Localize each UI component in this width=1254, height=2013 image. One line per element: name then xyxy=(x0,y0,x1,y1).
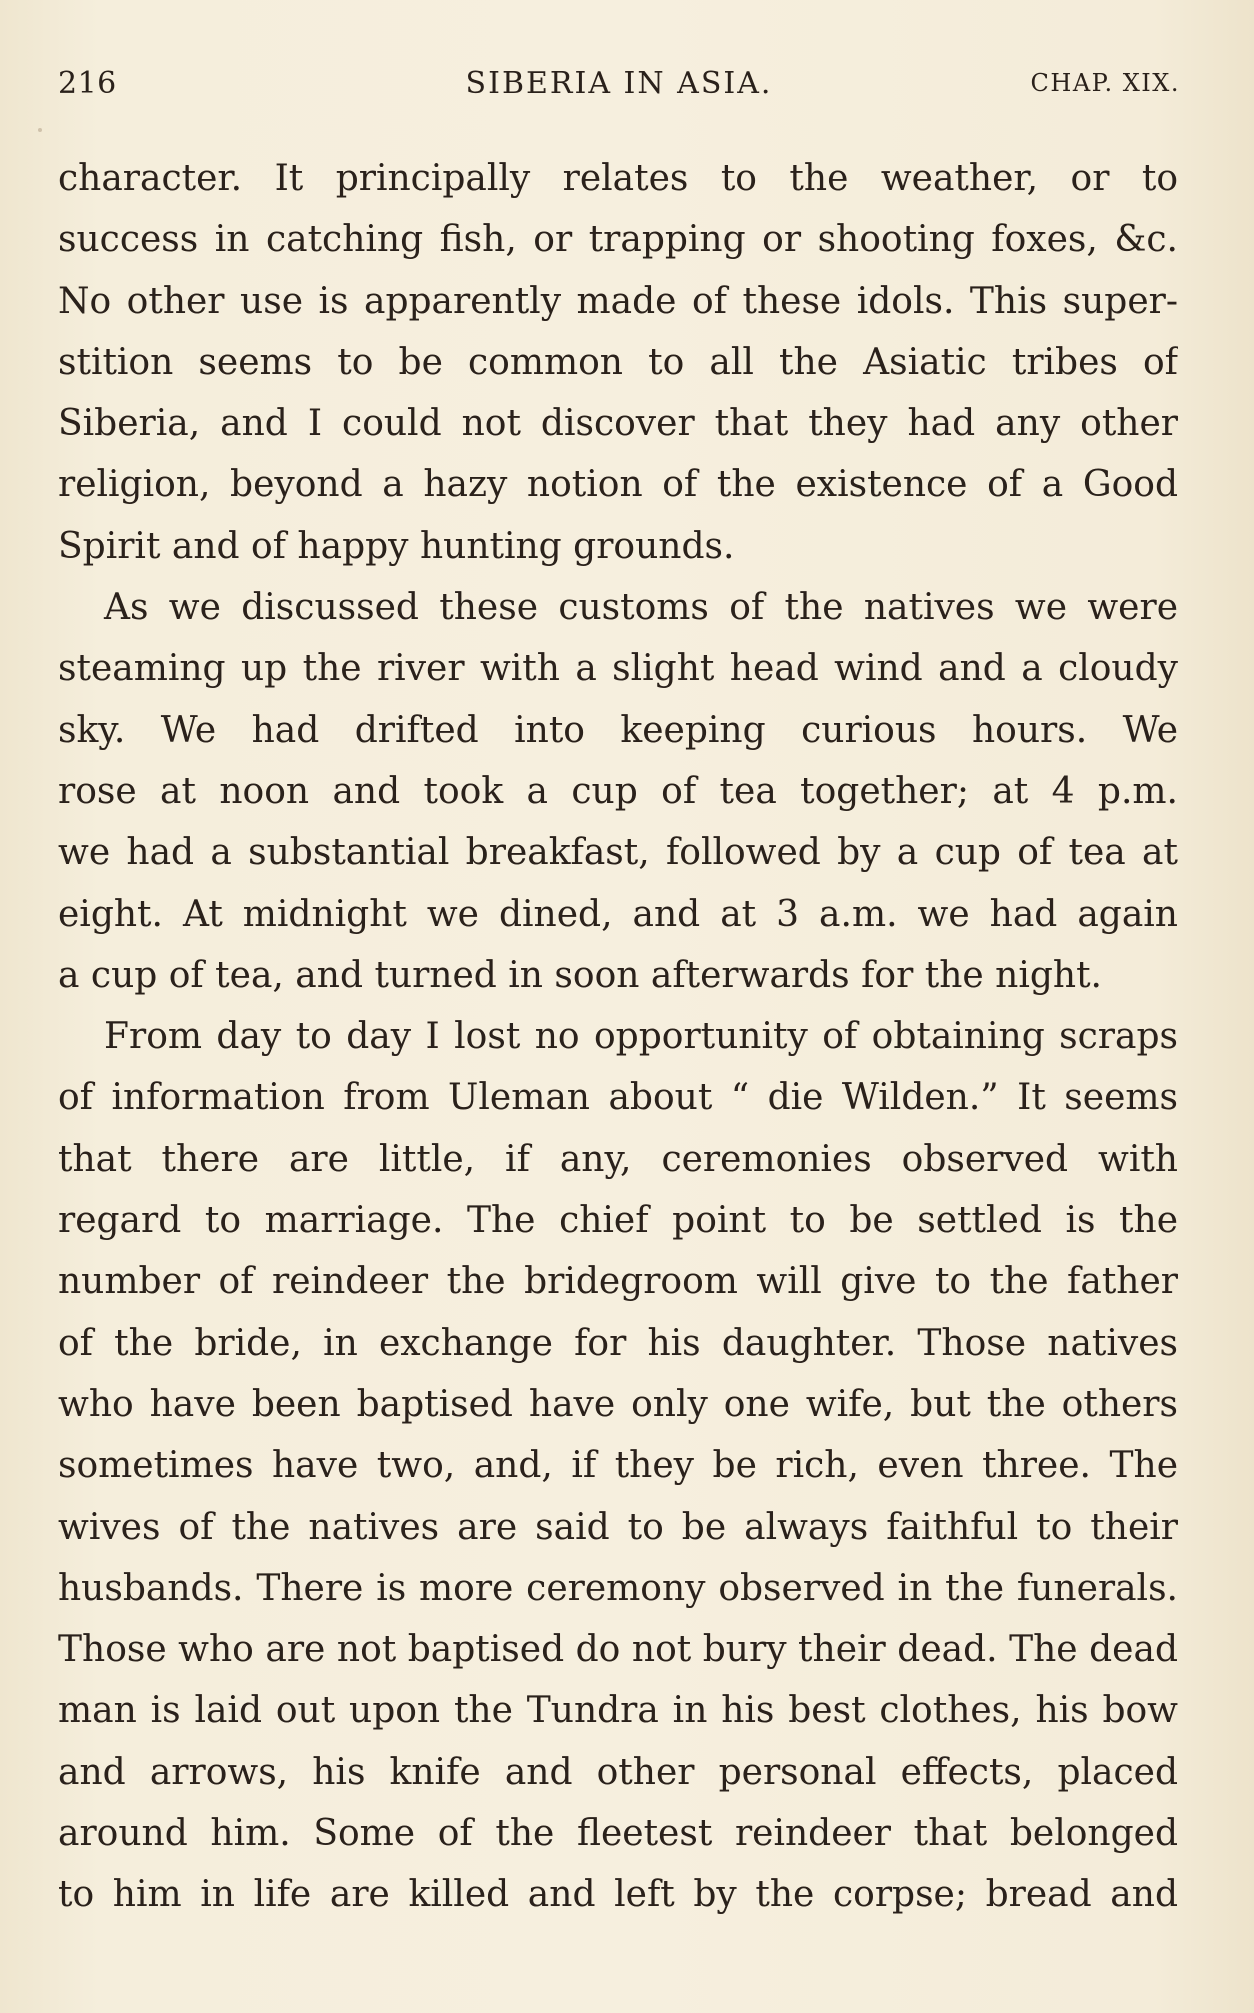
text-line: Those who are not baptised do not bury their dead. The dead xyxy=(58,1629,1178,1671)
text-line: man is laid out upon the Tundra in his best clothes, his bow xyxy=(58,1690,1178,1732)
text-line: wives of the natives are said to be always faithful to their xyxy=(58,1506,1178,1548)
text-line: eight. At midnight we dined, and at 3 a.m. we had again xyxy=(58,893,1178,935)
text-line: religion, beyond a hazy notion of the existence of a Good xyxy=(58,464,1178,506)
text-line: that there are little, if any, ceremonies observed with xyxy=(58,1138,1178,1180)
text-line: Siberia, and I could not discover that they had any other xyxy=(58,403,1178,445)
text-line: From day to day I lost no opportunity of obtaining scraps xyxy=(104,1016,1178,1058)
text-line: and arrows, his knife and other personal effects, placed xyxy=(58,1751,1178,1793)
text-line: to him in life are killed and left by the corpse; bread and xyxy=(58,1874,1178,1916)
text-line: stition seems to be common to all the Asiatic tribes of xyxy=(58,341,1178,383)
text-line: No other use is apparently made of these idols. This super- xyxy=(58,280,1178,322)
print-speck xyxy=(38,128,42,132)
running-head xyxy=(58,66,1180,106)
text-line: sky. We had drifted into keeping curious hours. We xyxy=(58,709,1178,751)
text-line: of information from Uleman about “ die Wilden.” It seems xyxy=(58,1077,1178,1119)
text-line: character. It principally relates to the weather, or to xyxy=(58,158,1178,199)
text-line: husbands. There is more ceremony observed in the funerals. xyxy=(58,1567,1178,1609)
body-text xyxy=(58,148,1178,1926)
text-line: sometimes have two, and, if they be rich, even three. The xyxy=(58,1445,1178,1487)
page-number: 216 xyxy=(58,66,117,101)
text-line: Spirit and of happy hunting grounds. xyxy=(58,525,735,567)
text-line: around him. Some of the fleetest reindeer that belonged xyxy=(58,1813,1178,1855)
book-title: SIBERIA IN ASIA. xyxy=(465,66,773,101)
text-line: number of reindeer the bridegroom will give to the father xyxy=(58,1261,1178,1303)
text-line: we had a substantial breakfast, followed by a cup of tea at xyxy=(58,832,1178,874)
text-line: steaming up the river with a slight head wind and a cloudy xyxy=(58,648,1178,690)
text-line: a cup of tea, and turned in soon afterwards for the night. xyxy=(58,954,1102,996)
text-line: rose at noon and took a cup of tea together; at 4 p.m. xyxy=(58,770,1178,812)
text-line: who have been baptised have only one wife, but the others xyxy=(58,1383,1178,1425)
chapter-label: CHAP. XIX. xyxy=(1030,69,1180,97)
text-line: regard to marriage. The chief point to be settled is the xyxy=(58,1200,1178,1242)
text-line: of the bride, in exchange for his daughter. Those natives xyxy=(58,1322,1178,1364)
text-line: success in catching fish, or trapping or shooting foxes, &c. xyxy=(58,219,1178,261)
text-line: As we discussed these customs of the natives we were xyxy=(104,587,1178,629)
